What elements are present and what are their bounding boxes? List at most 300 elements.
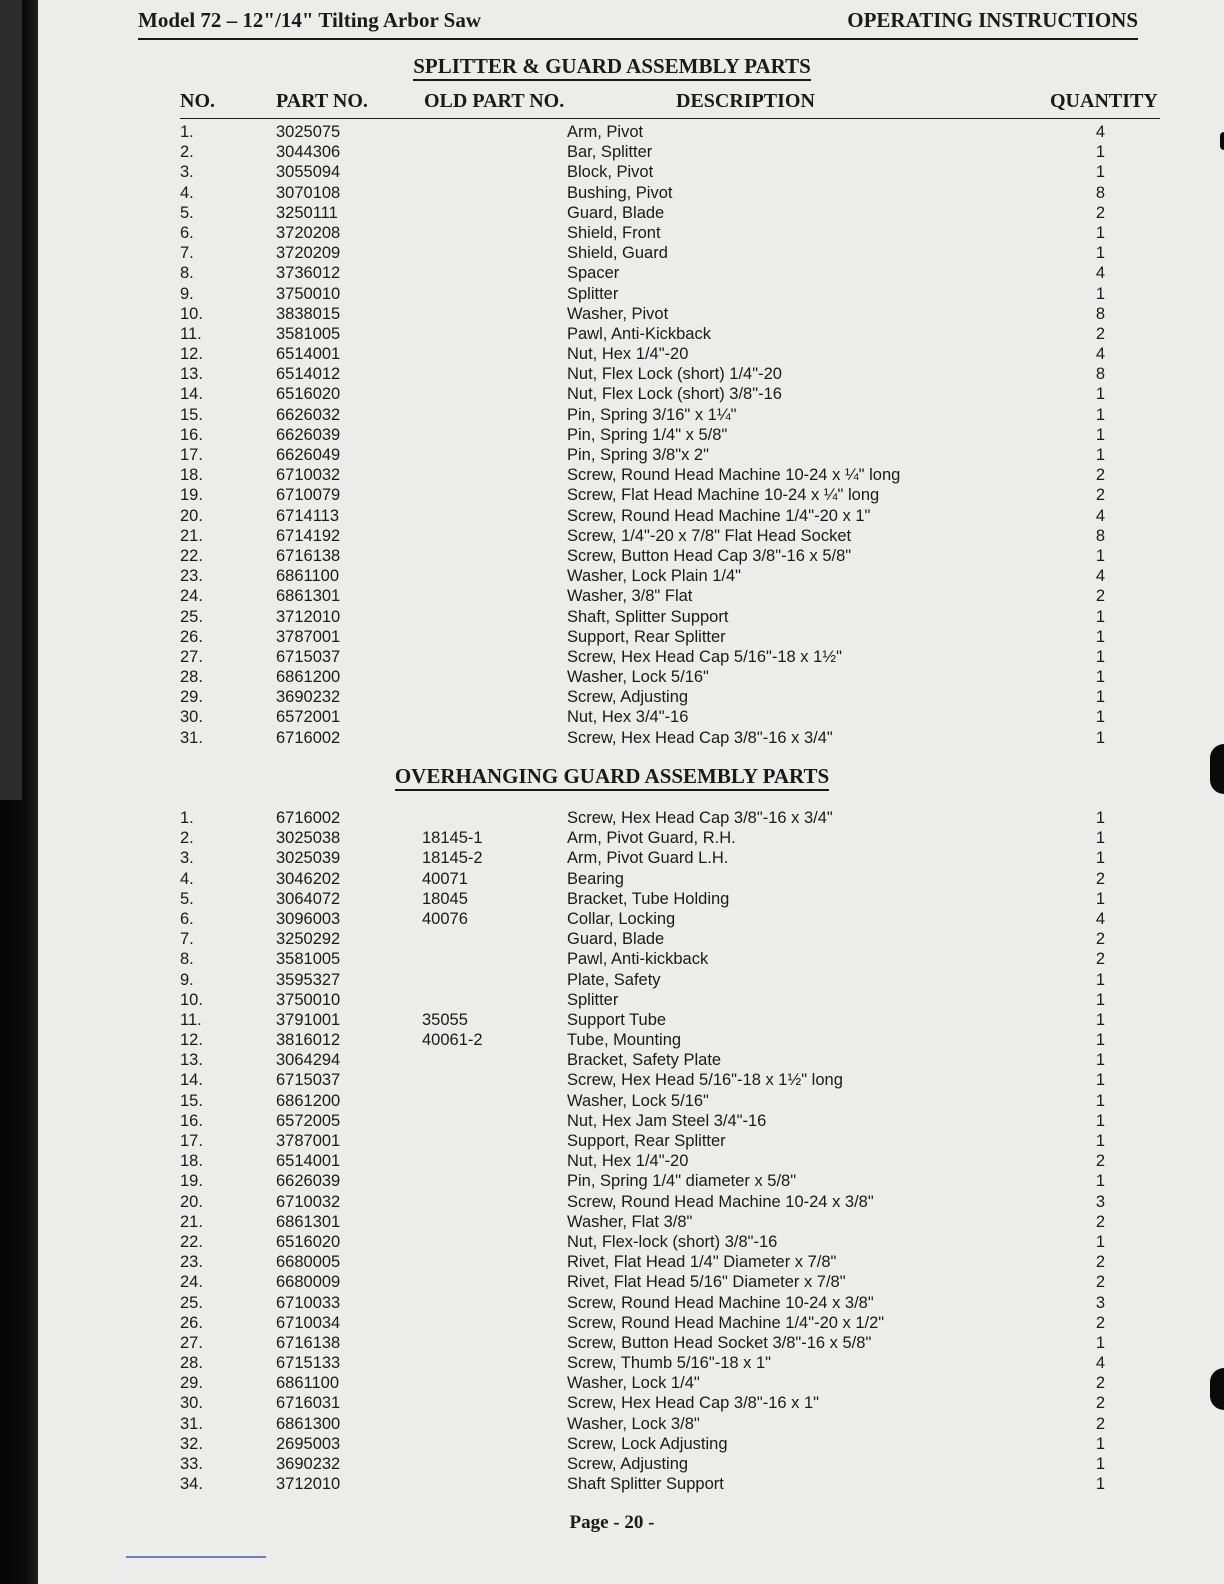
table-row	[0, 687, 1224, 707]
table-row	[0, 162, 1224, 182]
column-headers	[180, 90, 1160, 119]
table-row	[0, 384, 1224, 404]
description: Washer, Lock Plain 1/4"	[567, 567, 741, 586]
item-number: 7.	[180, 930, 194, 949]
item-number: 29.	[180, 688, 203, 707]
quantity: 8	[1095, 304, 1105, 323]
description: Washer, Flat 3/8"	[567, 1212, 693, 1231]
old-part-number: 18145-1	[422, 829, 483, 848]
table-row	[0, 506, 1224, 526]
quantity: 1	[1095, 1455, 1105, 1473]
part-number: 6626039	[276, 1172, 341, 1191]
quantity: 1	[1095, 849, 1105, 868]
part-number: 3055094	[276, 163, 341, 182]
description: Screw, Hex Head 5/16"-18 x 1½" long	[567, 1071, 843, 1090]
part-number: 6715037	[276, 1071, 341, 1090]
page-header	[138, 8, 1138, 40]
part-number: 3816012	[276, 1031, 341, 1050]
part-number: 6861100	[276, 1374, 340, 1393]
table-row	[0, 465, 1224, 485]
page-number: Page - 20 -	[569, 1512, 655, 1533]
quantity: 1	[1095, 143, 1105, 162]
part-number: 3791001	[276, 1010, 341, 1029]
table-row	[0, 122, 1224, 142]
quantity: 1	[1095, 163, 1105, 182]
description: Spacer	[567, 264, 620, 283]
part-number: 6516020	[276, 385, 341, 404]
item-number: 19.	[180, 1172, 203, 1191]
part-number: 3250111	[276, 203, 338, 222]
quantity: 8	[1095, 183, 1105, 202]
part-number: 6626049	[276, 446, 341, 464]
column-header-no: NO.	[180, 90, 215, 112]
part-number: 3250292	[276, 930, 341, 949]
part-number: 6861200	[276, 1091, 341, 1110]
part-number: 6715037	[276, 647, 341, 666]
part-number: 6714113	[276, 506, 340, 525]
quantity: 1	[1095, 1031, 1105, 1050]
item-number: 10.	[180, 990, 203, 1009]
item-number: 18.	[180, 466, 203, 485]
table-row	[0, 344, 1224, 364]
description: Shaft, Splitter Support	[567, 607, 729, 626]
table-row	[0, 1131, 1224, 1151]
item-number: 34.	[180, 1475, 203, 1494]
item-number: 24.	[180, 587, 203, 606]
part-number: 3070108	[276, 183, 341, 202]
description: Nut, Flex Lock (short) 1/4"-20	[567, 365, 782, 384]
quantity: 3	[1095, 1293, 1105, 1312]
description: Screw, Thumb 5/16"-18 x 1"	[567, 1354, 772, 1373]
quantity: 4	[1095, 506, 1105, 525]
item-number: 32.	[180, 1434, 203, 1453]
description: Screw, Hex Head Cap 3/8"-16 x 3/4"	[567, 728, 833, 747]
table-row	[0, 627, 1224, 647]
quantity: 2	[1095, 950, 1105, 969]
item-number: 14.	[180, 385, 203, 404]
description: Screw, Round Head Machine 10-24 x 3/8"	[567, 1192, 874, 1211]
item-number: 23.	[180, 1253, 203, 1272]
description: Pin, Spring 3/8"x 2"	[567, 446, 709, 464]
description: Screw, Hex Head Cap 3/8"-16 x 3/4"	[567, 809, 833, 827]
item-number: 12.	[180, 1031, 203, 1050]
part-number: 3025039	[276, 849, 341, 868]
description: Screw, Round Head Machine 10-24 x 3/8"	[567, 1293, 874, 1312]
column-header-description: DESCRIPTION	[676, 90, 815, 112]
quantity: 1	[1095, 668, 1105, 687]
table-row	[0, 546, 1224, 566]
section-title-splitter-guard	[0, 54, 1224, 79]
quantity: 4	[1095, 909, 1105, 928]
description: Shield, Front	[567, 223, 661, 242]
quantity: 1	[1095, 385, 1105, 404]
part-number: 3064294	[276, 1051, 341, 1070]
item-number: 20.	[180, 1192, 203, 1211]
binder-hole-mark	[1210, 1368, 1224, 1410]
item-number: 9.	[180, 284, 194, 303]
description: Arm, Pivot Guard L.H.	[567, 849, 729, 868]
table-row	[0, 586, 1224, 606]
table-row	[0, 1111, 1224, 1131]
description: Collar, Locking	[567, 909, 676, 928]
table-row	[0, 929, 1224, 949]
quantity: 4	[1095, 1354, 1105, 1373]
quantity: 4	[1095, 264, 1105, 283]
part-number: 3712010	[276, 607, 341, 626]
table-row	[0, 909, 1224, 929]
table-row	[0, 263, 1224, 283]
item-number: 5.	[180, 889, 194, 908]
item-number: 19.	[180, 486, 203, 505]
table-row	[0, 1030, 1224, 1050]
part-number: 6710032	[276, 466, 341, 485]
item-number: 3.	[180, 163, 194, 182]
quantity: 1	[1095, 1111, 1105, 1130]
description: Arm, Pivot Guard, R.H.	[567, 829, 736, 848]
description: Pin, Spring 3/16" x 1¼"	[567, 405, 737, 424]
old-part-number: 18045	[422, 889, 468, 908]
quantity: 4	[1095, 123, 1105, 141]
table-row	[0, 1232, 1224, 1252]
table-row	[0, 1070, 1224, 1090]
quantity: 2	[1095, 1414, 1105, 1433]
part-number: 6861300	[276, 1414, 341, 1433]
quantity: 1	[1095, 1172, 1105, 1191]
item-number: 2.	[180, 143, 194, 162]
splitter-guard-parts-list	[0, 122, 1224, 748]
item-number: 8.	[180, 950, 194, 969]
table-row	[0, 284, 1224, 304]
part-number: 3838015	[276, 304, 341, 323]
quantity: 2	[1095, 466, 1105, 485]
item-number: 27.	[180, 647, 203, 666]
part-number: 3581005	[276, 324, 341, 343]
description: Shaft Splitter Support	[567, 1475, 724, 1494]
quantity: 1	[1095, 647, 1105, 666]
quantity: 1	[1095, 809, 1105, 827]
description: Washer, Lock 5/16"	[567, 1091, 709, 1110]
description: Block, Pivot	[567, 163, 654, 182]
quantity: 2	[1095, 1273, 1105, 1292]
quantity: 1	[1095, 223, 1105, 242]
table-row	[0, 1171, 1224, 1191]
part-number: 6680009	[276, 1273, 341, 1292]
quantity: 2	[1095, 1313, 1105, 1332]
quantity: 1	[1095, 1051, 1105, 1070]
part-number: 3712010	[276, 1475, 341, 1494]
quantity: 1	[1095, 425, 1105, 444]
description: Pin, Spring 1/4" diameter x 5/8"	[567, 1172, 797, 1191]
quantity: 2	[1095, 1374, 1105, 1393]
part-number: 6710079	[276, 486, 341, 505]
description: Support Tube	[567, 1010, 667, 1029]
item-number: 16.	[180, 425, 203, 444]
table-row	[0, 223, 1224, 243]
description: Washer, 3/8" Flat	[567, 587, 693, 606]
quantity: 2	[1095, 1212, 1105, 1231]
item-number: 1.	[180, 123, 194, 141]
description: Tube, Mounting	[567, 1031, 682, 1050]
part-number: 3720209	[276, 244, 341, 263]
old-part-number: 35055	[422, 1010, 468, 1029]
item-number: 20.	[180, 506, 203, 525]
description: Bar, Splitter	[567, 143, 653, 162]
description: Bracket, Safety Plate	[567, 1051, 722, 1070]
table-row	[0, 970, 1224, 990]
item-number: 25.	[180, 1293, 203, 1312]
description: Screw, Button Head Cap 3/8"-16 x 5/8"	[567, 546, 852, 565]
table-row	[0, 1293, 1224, 1313]
item-number: 26.	[180, 1313, 203, 1332]
description: Rivet, Flat Head 1/4" Diameter x 7/8"	[567, 1253, 837, 1272]
description: Screw, 1/4"-20 x 7/8" Flat Head Socket	[567, 526, 852, 545]
item-number: 6.	[180, 223, 194, 242]
part-number: 3044306	[276, 143, 341, 162]
quantity: 1	[1095, 1071, 1105, 1090]
item-number: 12.	[180, 345, 203, 364]
table-row	[0, 142, 1224, 162]
description: Rivet, Flat Head 5/16" Diameter x 7/8"	[567, 1273, 846, 1292]
quantity: 2	[1095, 930, 1105, 949]
table-row	[0, 526, 1224, 546]
quantity: 1	[1095, 284, 1105, 303]
item-number: 31.	[180, 1414, 203, 1433]
table-row	[0, 364, 1224, 384]
part-number: 3720208	[276, 223, 341, 242]
table-row	[0, 667, 1224, 687]
item-number: 4.	[180, 183, 194, 202]
table-row	[0, 707, 1224, 727]
quantity: 1	[1095, 1132, 1105, 1150]
description: Bushing, Pivot	[567, 183, 673, 202]
table-row	[0, 445, 1224, 465]
table-row	[0, 1333, 1224, 1353]
part-number: 6572001	[276, 708, 341, 727]
part-number: 6514001	[276, 1152, 341, 1171]
part-number: 6716138	[276, 1333, 341, 1352]
description: Splitter	[567, 284, 619, 303]
description: Nut, Hex 3/4"-16	[567, 708, 689, 727]
item-number: 28.	[180, 1354, 203, 1373]
table-row	[0, 728, 1224, 748]
item-number: 11.	[180, 324, 202, 343]
overhanging-guard-parts-list	[0, 808, 1224, 1494]
table-row	[0, 808, 1224, 828]
table-row	[0, 1212, 1224, 1232]
table-row	[0, 304, 1224, 324]
item-number: 30.	[180, 1394, 203, 1413]
item-number: 1.	[180, 809, 194, 827]
description: Bracket, Tube Holding	[567, 889, 730, 908]
table-row	[0, 324, 1224, 344]
item-number: 18.	[180, 1152, 203, 1171]
part-number: 6572005	[276, 1111, 341, 1130]
part-number: 6710033	[276, 1293, 341, 1312]
part-number: 3025075	[276, 123, 341, 141]
table-row	[0, 1353, 1224, 1373]
description: Nut, Hex 1/4"-20	[567, 345, 689, 364]
quantity: 2	[1095, 1394, 1105, 1413]
item-number: 2.	[180, 829, 194, 848]
part-number: 6710034	[276, 1313, 341, 1332]
table-row	[0, 183, 1224, 203]
description: Plate, Safety	[567, 970, 661, 989]
description: Screw, Hex Head Cap 3/8"-16 x 1"	[567, 1394, 820, 1413]
item-number: 22.	[180, 1232, 203, 1251]
binder-hole-mark	[1210, 744, 1224, 794]
description: Nut, Flex-lock (short) 3/8"-16	[567, 1232, 778, 1251]
part-number: 6514012	[276, 365, 341, 384]
quantity: 1	[1095, 708, 1105, 727]
description: Screw, Flat Head Machine 10-24 x ¼" long	[567, 486, 880, 505]
part-number: 3736012	[276, 264, 341, 283]
item-number: 24.	[180, 1273, 203, 1292]
quantity: 2	[1095, 587, 1105, 606]
part-number: 6861301	[276, 587, 341, 606]
description: Pawl, Anti-Kickback	[567, 324, 711, 343]
table-row	[0, 485, 1224, 505]
item-number: 9.	[180, 970, 194, 989]
part-number: 6680005	[276, 1253, 341, 1272]
item-number: 31.	[180, 728, 203, 747]
part-number: 3581005	[276, 950, 341, 969]
item-number: 15.	[180, 1091, 203, 1110]
item-number: 13.	[180, 365, 203, 384]
part-number: 6861100	[276, 567, 340, 586]
part-number: 3046202	[276, 869, 341, 888]
table-row	[0, 828, 1224, 848]
description: Guard, Blade	[567, 930, 665, 949]
quantity: 2	[1095, 486, 1105, 505]
part-number: 3690232	[276, 688, 341, 707]
description: Pin, Spring 1/4" x 5/8"	[567, 425, 728, 444]
table-row	[0, 1393, 1224, 1413]
item-number: 15.	[180, 405, 203, 424]
quantity: 2	[1095, 203, 1105, 222]
description: Screw, Round Head Machine 1/4"-20 x 1"	[567, 506, 871, 525]
item-number: 5.	[180, 203, 194, 222]
quantity: 1	[1095, 1333, 1105, 1352]
item-number: 3.	[180, 849, 194, 868]
table-row	[0, 1414, 1224, 1434]
part-number: 3787001	[276, 1132, 341, 1150]
description: Washer, Pivot	[567, 304, 669, 323]
quantity: 1	[1095, 1091, 1105, 1110]
description: Screw, Adjusting	[567, 1455, 689, 1473]
part-number: 6710032	[276, 1192, 341, 1211]
part-number: 6626039	[276, 425, 341, 444]
description: Bearing	[567, 869, 624, 888]
old-part-number: 18145-2	[422, 849, 483, 868]
table-row	[0, 1272, 1224, 1292]
quantity: 4	[1095, 567, 1105, 586]
item-number: 6.	[180, 909, 194, 928]
part-number: 3690232	[276, 1455, 341, 1473]
item-number: 8.	[180, 264, 194, 283]
description: Screw, Hex Head Cap 5/16"-18 x 1½"	[567, 647, 842, 666]
item-number: 33.	[180, 1455, 203, 1473]
table-row	[0, 425, 1224, 445]
item-number: 27.	[180, 1333, 203, 1352]
item-number: 28.	[180, 668, 203, 687]
part-number: 2695003	[276, 1434, 341, 1453]
description: Shield, Guard	[567, 244, 668, 263]
table-row	[0, 1313, 1224, 1333]
part-number: 3096003	[276, 909, 341, 928]
table-row	[0, 1454, 1224, 1474]
quantity: 3	[1095, 1192, 1105, 1211]
quantity: 2	[1095, 1152, 1105, 1171]
quantity: 2	[1095, 1253, 1105, 1272]
item-number: 16.	[180, 1111, 203, 1130]
old-part-number: 40076	[422, 909, 468, 928]
item-number: 11.	[180, 1010, 202, 1029]
quantity: 1	[1095, 1010, 1105, 1029]
section-title-text: SPLITTER & GUARD ASSEMBLY PARTS	[413, 54, 811, 81]
table-row	[0, 1050, 1224, 1070]
quantity: 2	[1095, 869, 1105, 888]
description: Nut, Hex Jam Steel 3/4"-16	[567, 1111, 767, 1130]
column-header-part-no: PART NO.	[276, 90, 368, 112]
quantity: 8	[1095, 526, 1105, 545]
quantity: 2	[1095, 324, 1105, 343]
part-number: 6516020	[276, 1232, 341, 1251]
quantity: 1	[1095, 1232, 1105, 1251]
part-number: 6716138	[276, 546, 341, 565]
header-model-title: Model 72 – 12"/14" Tilting Arbor Saw	[138, 8, 482, 32]
description: Nut, Hex 1/4"-20	[567, 1152, 689, 1171]
quantity: 1	[1095, 627, 1105, 646]
part-number: 3025038	[276, 829, 341, 848]
item-number: 26.	[180, 627, 203, 646]
quantity: 1	[1095, 546, 1105, 565]
item-number: 21.	[180, 526, 203, 545]
item-number: 29.	[180, 1374, 203, 1393]
part-number: 6716002	[276, 809, 341, 827]
section-title-overhanging-guard	[0, 764, 1224, 789]
table-row	[0, 1010, 1224, 1030]
part-number: 6716031	[276, 1394, 341, 1413]
description: Support, Rear Splitter	[567, 1132, 726, 1150]
table-row	[0, 607, 1224, 627]
quantity: 1	[1095, 244, 1105, 263]
table-row	[0, 990, 1224, 1010]
description: Splitter	[567, 990, 619, 1009]
item-number: 23.	[180, 567, 203, 586]
part-number: 3595327	[276, 970, 341, 989]
item-number: 13.	[180, 1051, 203, 1070]
item-number: 25.	[180, 607, 203, 626]
description: Washer, Lock 3/8"	[567, 1414, 700, 1433]
quantity: 1	[1095, 1434, 1105, 1453]
table-row	[0, 203, 1224, 223]
item-number: 22.	[180, 546, 203, 565]
quantity: 1	[1095, 728, 1105, 747]
description: Support, Rear Splitter	[567, 627, 726, 646]
part-number: 6715133	[276, 1354, 341, 1373]
part-number: 3750010	[276, 990, 341, 1009]
table-row	[0, 1474, 1224, 1494]
column-header-old-part-no: OLD PART NO.	[424, 90, 565, 112]
quantity: 1	[1095, 607, 1105, 626]
part-number: 6626032	[276, 405, 341, 424]
part-number: 3750010	[276, 284, 341, 303]
description: Screw, Round Head Machine 10-24 x ¼" long	[567, 466, 901, 485]
part-number: 3787001	[276, 627, 341, 646]
quantity: 1	[1095, 970, 1105, 989]
column-header-quantity: QUANTITY	[1050, 90, 1158, 112]
old-part-number: 40061-2	[422, 1031, 483, 1050]
